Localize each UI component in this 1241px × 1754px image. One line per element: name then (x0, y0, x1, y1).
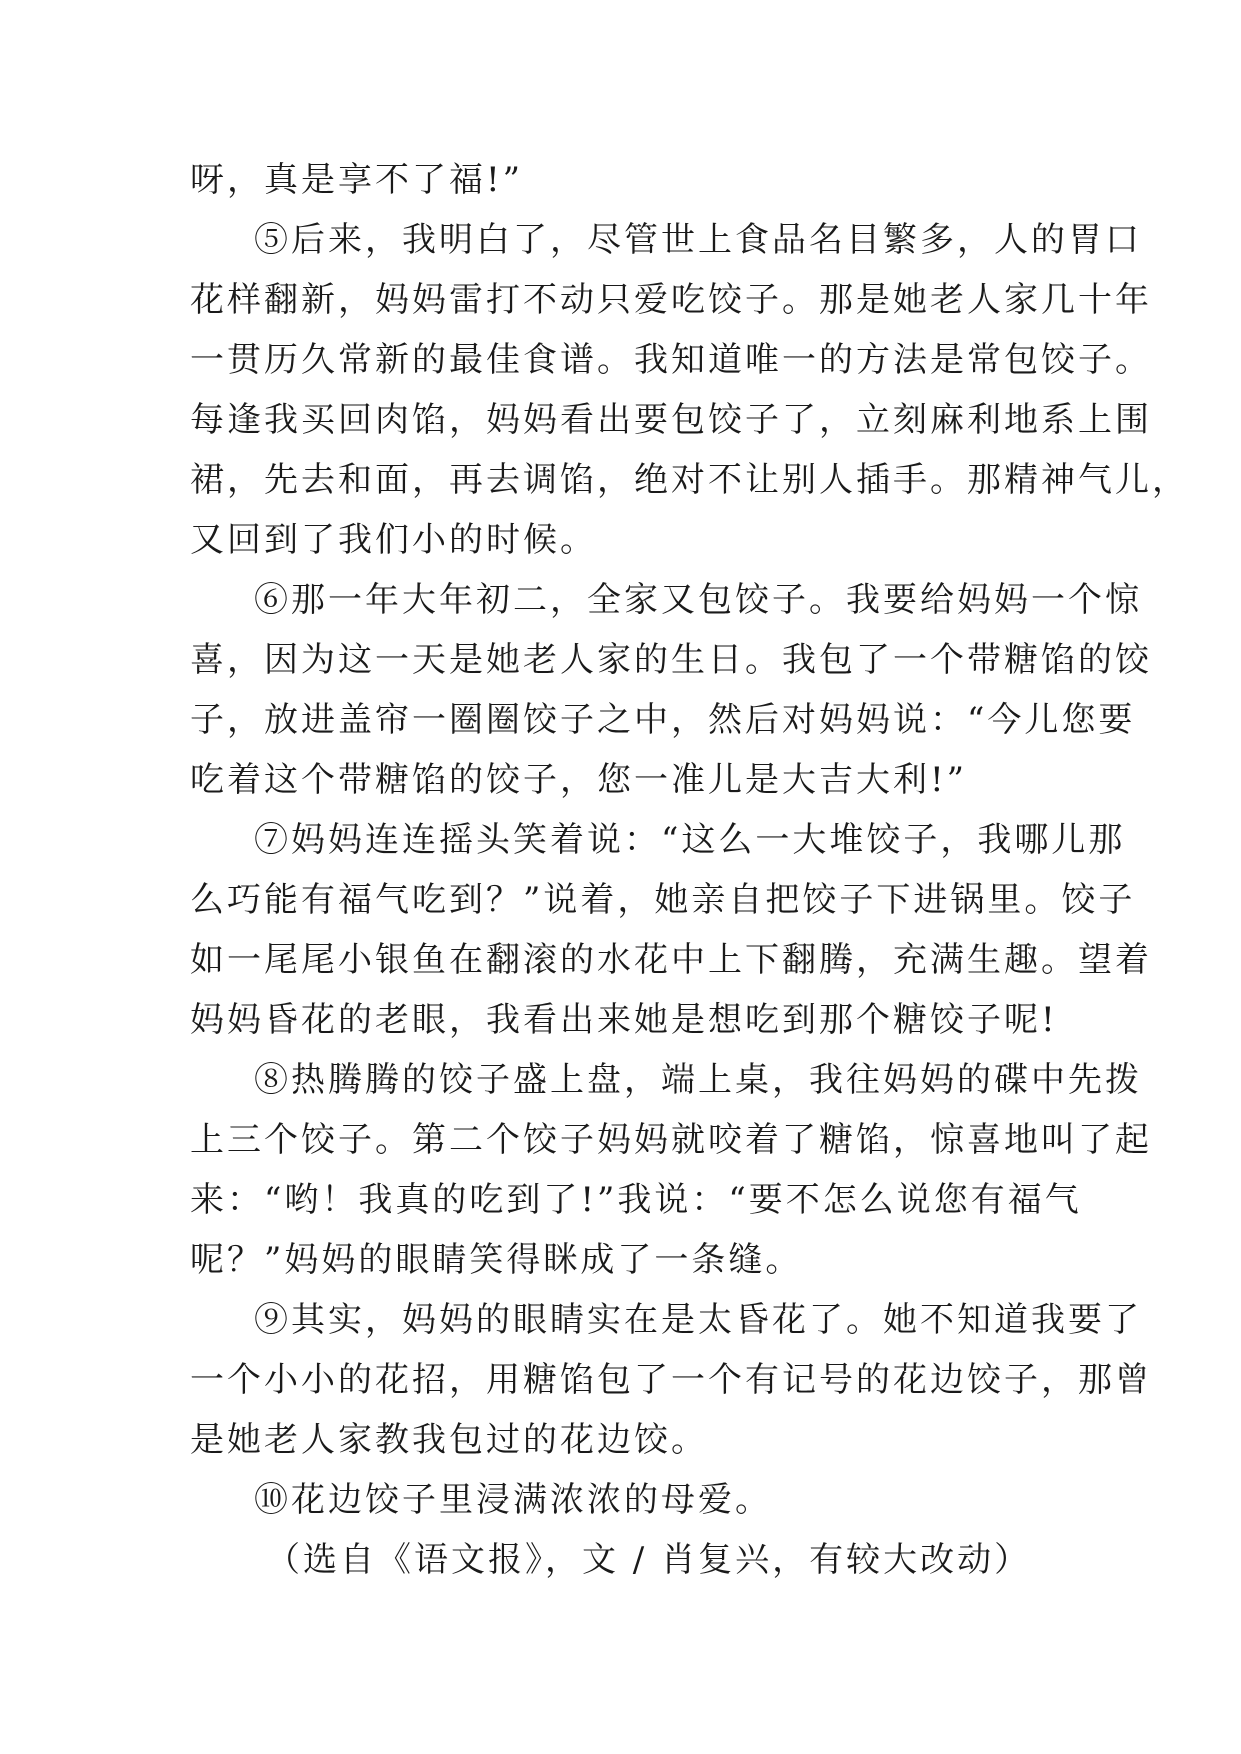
text-line: 呢？”妈妈的眼睛笑得眯成了一条缝。 (190, 1240, 803, 1280)
text-line: 来：“哟！我真的吃到了!”我说：“要不怎么说您有福气 (190, 1180, 1082, 1220)
text-line: 呀，真是享不了福!” (190, 160, 524, 200)
source-citation: （选自《语文报》，文 / 肖复兴，有较大改动） (266, 1540, 1032, 1580)
paragraph-6-line: ⑥那一年大年初二，全家又包饺子。我要给妈妈一个惊 (254, 580, 1142, 620)
paragraph-5-line: ⑤后来，我明白了，尽管世上食品名目繁多，人的胃口 (254, 220, 1142, 260)
text-line: 喜，因为这一天是她老人家的生日。我包了一个带糖馅的饺 (190, 640, 1152, 680)
paragraph-7-line: ⑦妈妈连连摇头笑着说：“这么一大堆饺子，我哪儿那 (254, 820, 1126, 860)
text-line: 一个小小的花招，用糖馅包了一个有记号的花边饺子，那曾 (190, 1360, 1152, 1400)
text-line: 妈妈昏花的老眼，我看出来她是想吃到那个糖饺子呢! (190, 1000, 1058, 1040)
text-line: 上三个饺子。第二个饺子妈妈就咬着了糖馅，惊喜地叫了起 (190, 1120, 1152, 1160)
text-line: 么巧能有福气吃到？”说着，她亲自把饺子下进锅里。饺子 (190, 880, 1136, 920)
text-line: 又回到了我们小的时候。 (190, 520, 597, 560)
text-line: 子，放进盖帘一圈圈饺子之中，然后对妈妈说：“今儿您要 (190, 700, 1136, 740)
text-line: 裙，先去和面，再去调馅，绝对不让别人插手。那精神气儿， (190, 460, 1189, 500)
text-line: 一贯历久常新的最佳食谱。我知道唯一的方法是常包饺子。 (190, 340, 1152, 380)
text-line: 吃着这个带糖馅的饺子，您一准儿是大吉大利!” (190, 760, 968, 800)
paragraph-10-line: ⑩花边饺子里浸满浓浓的母爱。 (254, 1480, 772, 1520)
document-body (190, 150, 1189, 1590)
text-line: 是她老人家教我包过的花边饺。 (190, 1420, 708, 1460)
text-line: 每逢我买回肉馅，妈妈看出要包饺子了，立刻麻利地系上围 (190, 400, 1152, 440)
text-line: 如一尾尾小银鱼在翻滚的水花中上下翻腾，充满生趣。望着 (190, 940, 1152, 980)
paragraph-8-line: ⑧热腾腾的饺子盛上盘，端上桌，我往妈妈的碟中先拨 (254, 1060, 1142, 1100)
text-line: 花样翻新，妈妈雷打不动只爱吃饺子。那是她老人家几十年 (190, 280, 1152, 320)
paragraph-9-line: ⑨其实，妈妈的眼睛实在是太昏花了。她不知道我要了 (254, 1300, 1142, 1340)
